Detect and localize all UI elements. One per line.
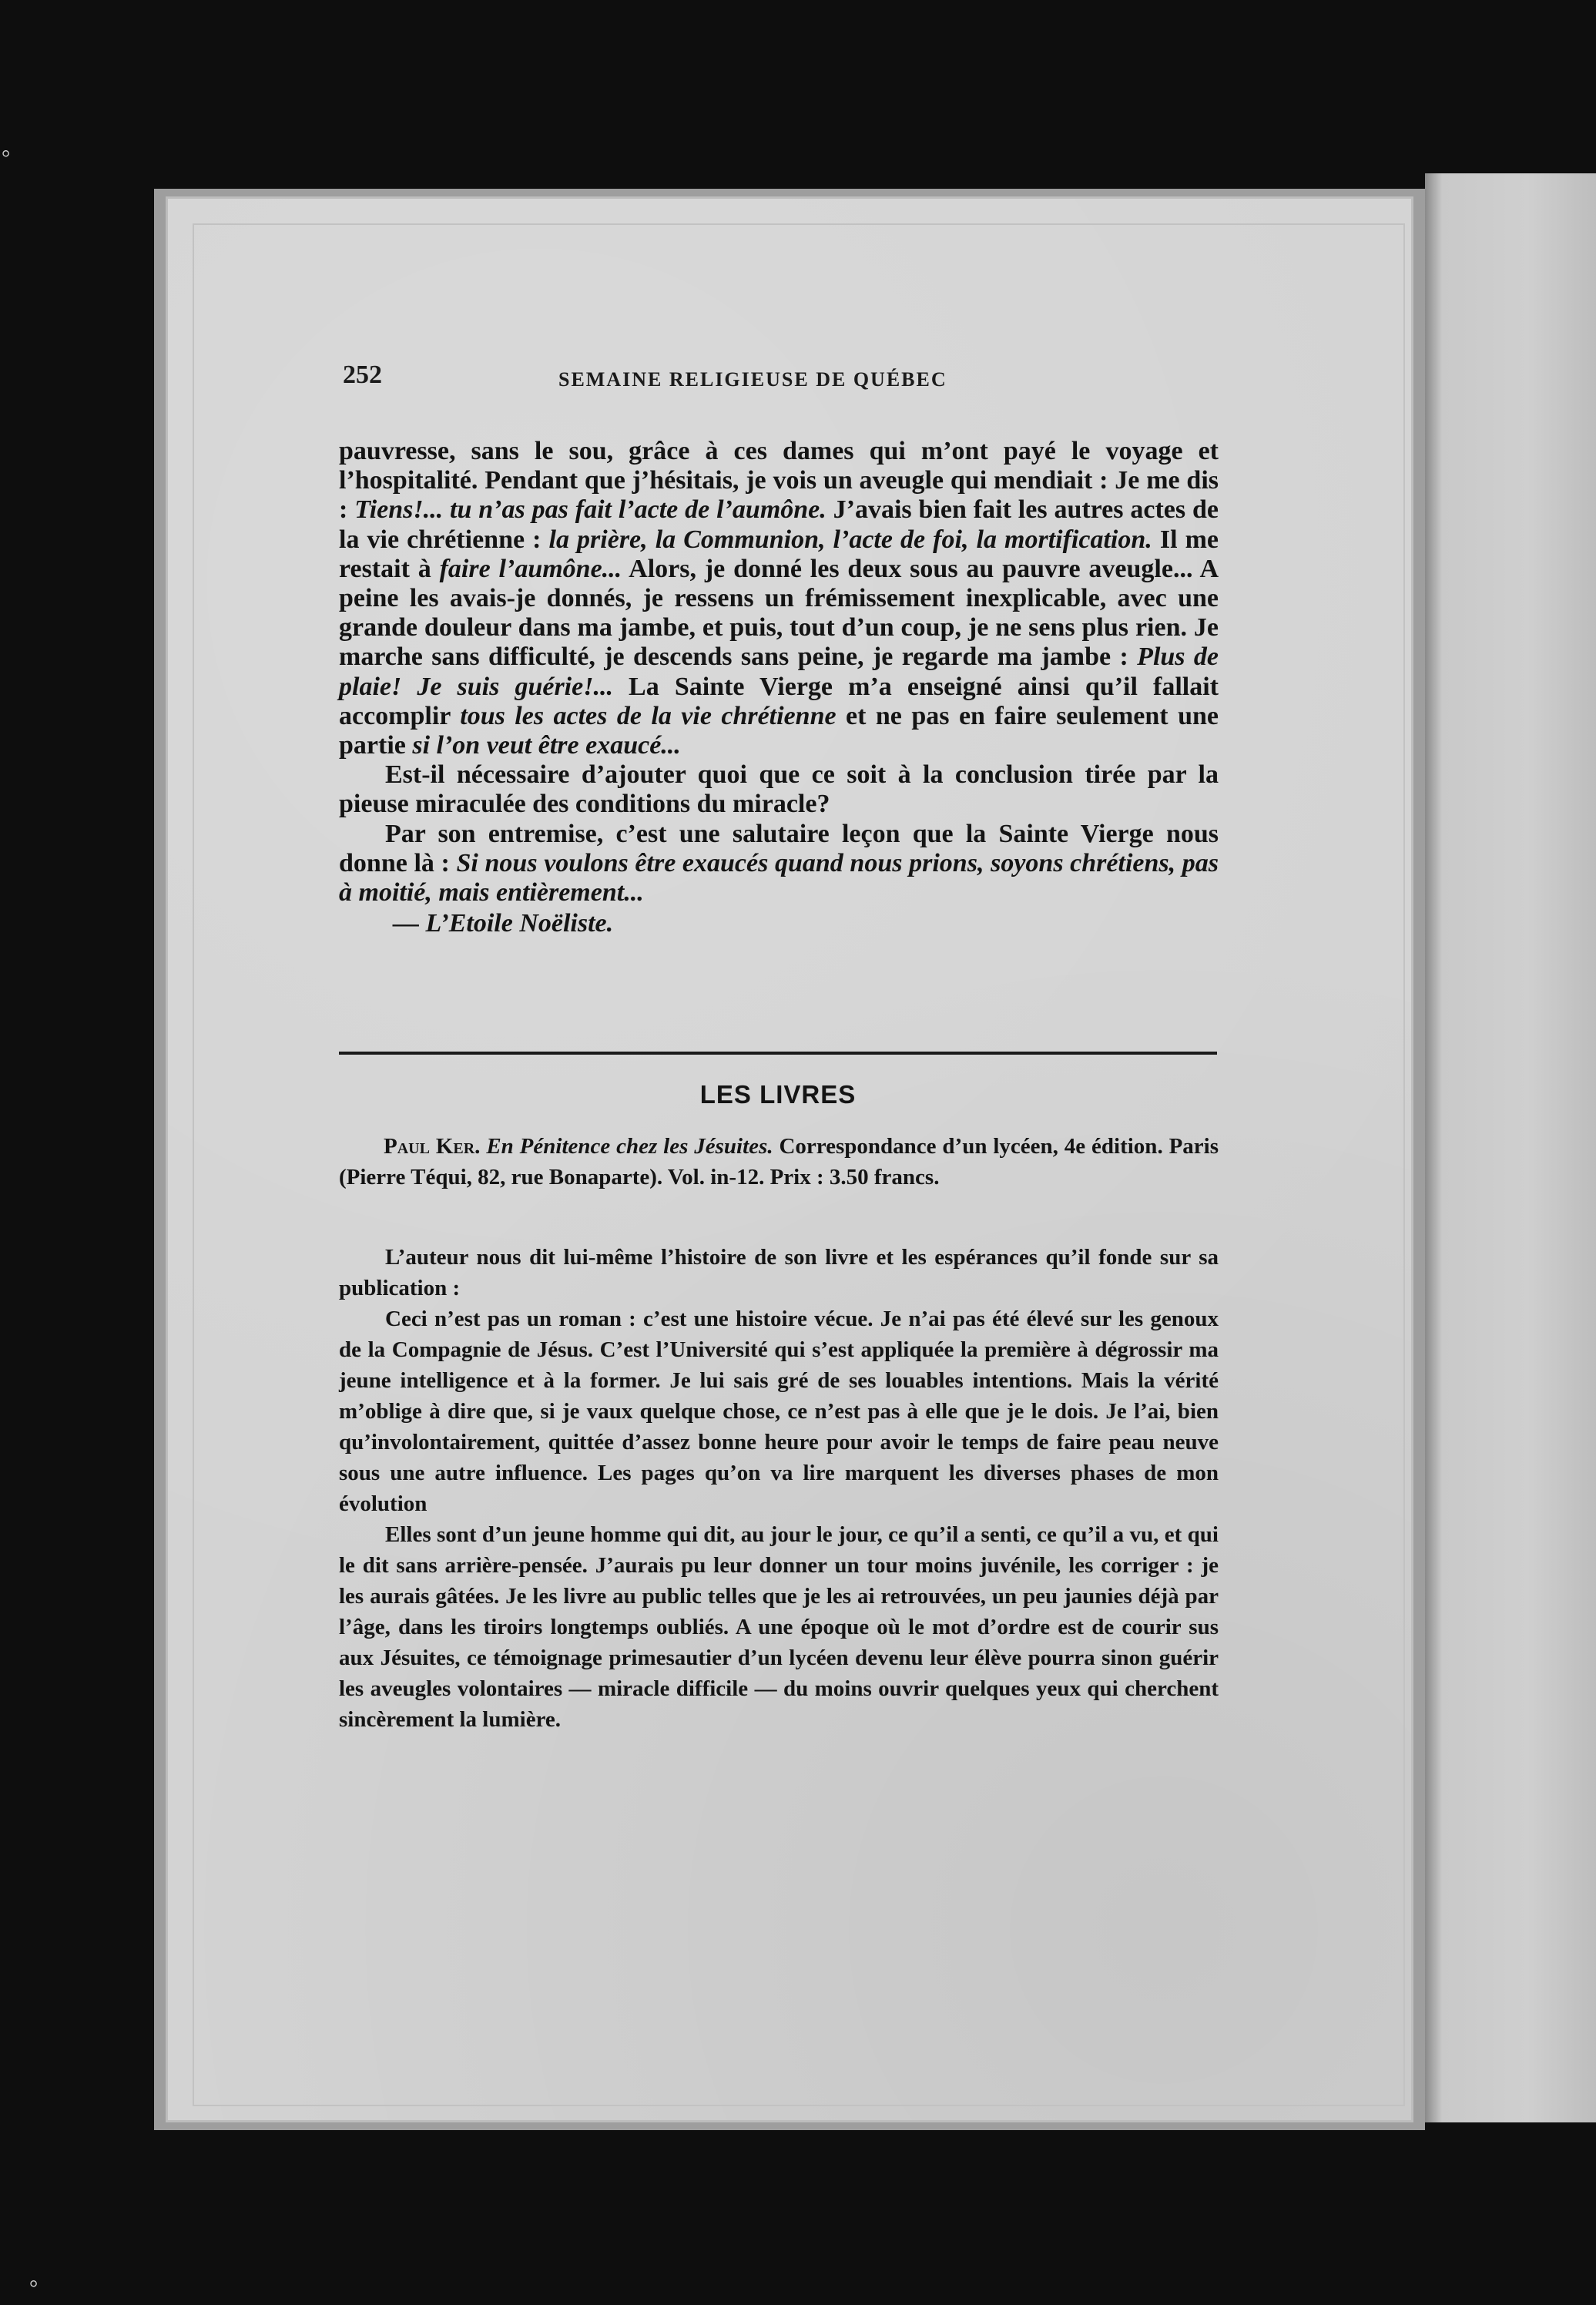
article-paragraph [339, 820, 1219, 908]
article-text: pauvresse, sans le sou, grâce à ces dames qui m’ont payé le voyage et l’hospitalité. Pendant que j’hésitais, je vois un aveugle qui mendiait : Je me dis : [339, 437, 1219, 525]
review-paragraph: Ceci n’est pas un roman : c’est une histoire vécue. Je n’ai pas été élevé sur les genoux de la Compagnie de Jésus. C’est l’Université qui s’est appliquée la première à dégrossir ma jeune intelligence et à la former. Je lui sais gré de ses louables intentions. Mais la vérité m’oblige à dire que, si je vaux quelque chose, ce n’est pas à elle que je le dois. Je l’ai, bien qu’involontairement, quittée d’assez bonne heure pour avoir le temps de faire peau neuve sous une autre influence. Les pages qu’on va lire marquent les diverses phases de mon évolution [339, 1307, 1219, 1516]
section-heading: LES LIVRES [699, 1080, 857, 1109]
page-number: 252 [343, 361, 382, 389]
running-head [343, 361, 1298, 399]
article-paragraph [339, 437, 1219, 760]
book-details: Correspondance d’un lycéen, 4e édition. Paris (Pierre Téqui, 82, rue Bonaparte). Vol. in-12. Prix : 3.50 francs. [339, 1134, 1219, 1189]
book-title: En Pénitence chez les Jésuites. [486, 1134, 773, 1159]
book-citation [339, 1131, 1219, 1193]
article-text: La Sainte Vierge m’a enseigné ainsi qu’il fallait accomplir [339, 672, 1219, 730]
article-italic-text: la prière, la Communion, l’acte de foi, la mortification. [548, 525, 1152, 554]
article-paragraph [339, 760, 1219, 819]
article-italic-text: si l’on veut être exaucé... [412, 731, 681, 760]
article-text: Est-il nécessaire d’ajouter quoi que ce soit à la conclusion tirée par la pieuse miraculée des conditions du miracle? [339, 760, 1219, 819]
article-italic-text: Plus de plaie! Je suis guérie!... [339, 643, 1219, 701]
article-italic-text: tous les actes de la vie chrétienne [460, 701, 837, 730]
signature-text: — L’Etoile Noëliste. [393, 909, 614, 938]
article-text: Il me restait à [339, 525, 1219, 583]
article-signature [393, 909, 1219, 938]
review-paragraph: L’auteur nous dit lui-même l’histoire de son livre et les espérances qu’il fonde sur sa publication : [339, 1245, 1219, 1300]
article-text: Par son entremise, c’est une salutaire leçon que la Sainte Vierge nous donne là : [339, 819, 1219, 877]
article-italic-text: Tiens!... tu n’as pas fait l’acte de l’aumône. [354, 495, 826, 525]
book-review [339, 1242, 1219, 1735]
article-body [339, 437, 1219, 938]
facing-page-edge [1425, 173, 1596, 2122]
article-text: Alors, je donné les deux sous au pauvre aveugle... A peine les avais-je donnés, je ressens un frémissement inexplicable, avec une grande douleur dans ma jambe, et puis, tout d’un coup, je ne sens plus rien. Je marche sans difficulté, je descends sans peine, je regarde ma jambe : [339, 554, 1219, 672]
article-text: J’avais bien fait les autres actes de la vie chrétienne : [339, 495, 1219, 554]
book-entry [339, 1131, 1219, 1193]
review-paragraph: Elles sont d’un jeune homme qui dit, au jour le jour, ce qu’il a senti, ce qu’il a vu, et qui le dit sans arrière-pensée. J’aurais pu leur donner un tour moins juvénile, les corriger : je les aurais gâtées. Je les livre au public telles que je les ai retrouvées, un peu jaunies déjà par l’âge, dans les tiroirs longtemps oubliés. A une époque où le mot d’ordre est de courir sus aux Jésuites, ce témoignage primesautier d’un lycéen devenu leur élève pourra sinon guérir les aveugles volontaires — miracle difficile — du moins ouvrir quelques yeux qui cherchent sincèrement la lumière. [339, 1522, 1219, 1732]
article-italic-text: faire l’aumône... [439, 554, 622, 583]
article-text: et ne pas en faire seulement une partie [339, 701, 1219, 760]
section-divider [339, 1052, 1217, 1055]
book-author: Paul Ker. [384, 1134, 481, 1159]
article-italic-text: Si nous voulons être exaucés quand nous prions, soyons chrétiens, pas à moitié, mais entièrement... [339, 848, 1219, 908]
film-speck: ° [29, 2276, 39, 2300]
film-speck: ° [2, 146, 11, 170]
journal-title: SEMAINE RELIGIEUSE DE QUÉBEC [558, 368, 947, 391]
